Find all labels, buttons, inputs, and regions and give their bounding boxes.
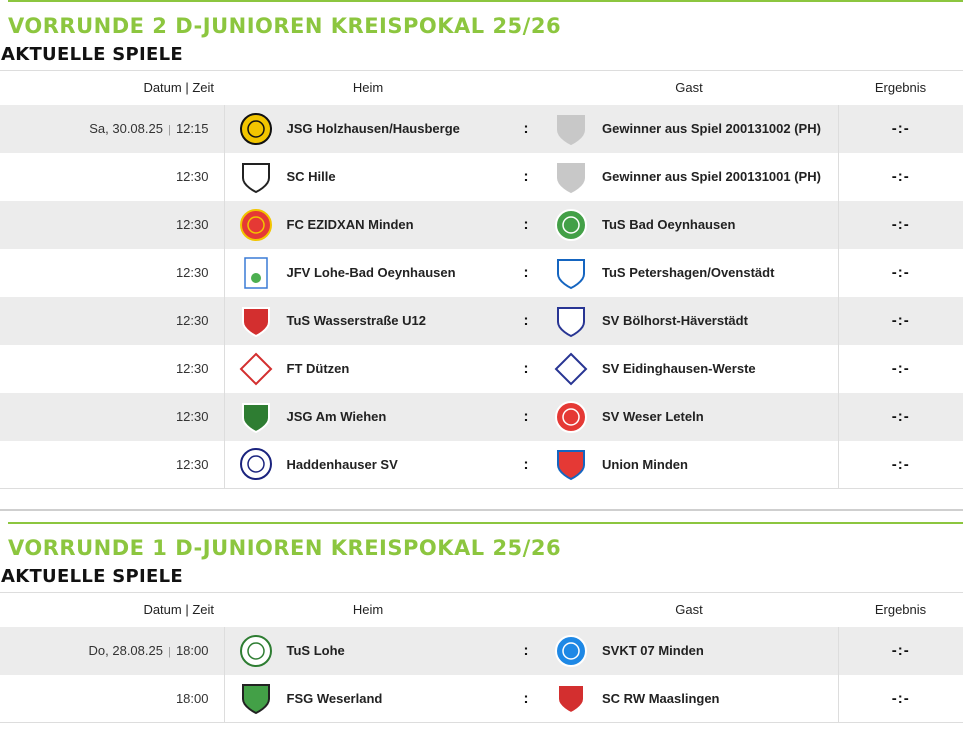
home-team-name[interactable]: SC Hille bbox=[286, 169, 336, 184]
section-subtitle: AKTUELLE SPIELE bbox=[1, 566, 183, 587]
guest-team-name[interactable]: Union Minden bbox=[602, 456, 688, 472]
game-time: 12:15 bbox=[175, 121, 209, 136]
result-cell[interactable]: -:- bbox=[838, 153, 963, 201]
versus-separator: : bbox=[523, 264, 529, 281]
versus-separator: : bbox=[523, 312, 529, 329]
yellow-crest-icon bbox=[239, 112, 273, 146]
home-team-name[interactable]: JSG Am Wiehen bbox=[286, 409, 387, 424]
header-result: Ergebnis bbox=[874, 602, 927, 618]
game-time: 12:30 bbox=[175, 217, 209, 232]
date-cell: Do, 28.08.25 | 18:00 bbox=[0, 627, 224, 675]
home-team-cell[interactable] bbox=[224, 441, 512, 489]
competition-section-2 bbox=[0, 509, 963, 723]
header-date: Datum | Zeit bbox=[143, 80, 214, 96]
game-time: 18:00 bbox=[175, 690, 209, 706]
guest-team-cell[interactable] bbox=[540, 201, 838, 249]
guest-team-cell[interactable] bbox=[540, 105, 838, 153]
game-time: 12:30 bbox=[175, 456, 209, 472]
competition-title: VORRUNDE 1 D-JUNIOREN KREISPOKAL 25/26 bbox=[8, 536, 562, 560]
game-date: Do, 28.08.25 bbox=[88, 643, 163, 658]
result-cell[interactable]: -:- bbox=[838, 393, 963, 441]
placeholder-shield-icon bbox=[554, 160, 588, 194]
home-team-cell[interactable] bbox=[224, 105, 512, 153]
blue-eagle-icon bbox=[554, 352, 588, 386]
versus-separator: : bbox=[523, 168, 529, 185]
versus-separator: : bbox=[523, 360, 529, 377]
header-home: Heim bbox=[352, 80, 384, 96]
game-row[interactable] bbox=[0, 249, 963, 297]
result-cell[interactable]: -:- bbox=[838, 105, 963, 153]
date-cell: Sa, 30.08.25 | 12:15 bbox=[0, 105, 224, 153]
guest-team-name[interactable]: SV Bölhorst-Häverstädt bbox=[602, 313, 748, 328]
red-tus-crest-icon bbox=[239, 304, 273, 338]
date-cell bbox=[0, 345, 224, 393]
date-cell bbox=[0, 675, 224, 723]
home-team-cell[interactable] bbox=[224, 201, 512, 249]
versus-separator: : bbox=[523, 642, 529, 659]
game-row[interactable] bbox=[0, 345, 963, 393]
table-header bbox=[0, 593, 963, 627]
date-cell bbox=[0, 153, 224, 201]
blue-v-shield-icon bbox=[554, 304, 588, 338]
game-row[interactable] bbox=[0, 153, 963, 201]
red-sun-crest-icon bbox=[239, 208, 273, 242]
guest-team-cell[interactable] bbox=[540, 627, 838, 675]
home-team-cell[interactable] bbox=[224, 297, 512, 345]
competition-title: VORRUNDE 2 D-JUNIOREN KREISPOKAL 25/26 bbox=[8, 14, 562, 38]
green-shield-icon bbox=[239, 400, 273, 434]
ft-diamond-icon bbox=[239, 352, 273, 386]
guest-team-name[interactable]: SV Weser Leteln bbox=[602, 409, 704, 424]
navy-round-crest-icon bbox=[239, 447, 273, 481]
game-time: 12:30 bbox=[175, 265, 209, 280]
game-row[interactable] bbox=[0, 393, 963, 441]
home-team-cell[interactable] bbox=[224, 153, 512, 201]
result-cell[interactable]: -:- bbox=[838, 345, 963, 393]
home-team-name[interactable]: TuS Wasserstraße U12 bbox=[286, 313, 426, 328]
versus-separator: : bbox=[523, 689, 529, 707]
date-cell bbox=[0, 297, 224, 345]
date-cell bbox=[0, 201, 224, 249]
home-team-cell[interactable] bbox=[224, 627, 512, 675]
game-time: 12:30 bbox=[175, 313, 209, 328]
header-guest: Gast bbox=[675, 602, 703, 618]
home-team-name[interactable]: FSG Weserland bbox=[286, 690, 383, 706]
guest-team-name[interactable]: Gewinner aus Spiel 200131002 (PH) bbox=[602, 121, 821, 136]
header-result: Ergebnis bbox=[874, 80, 927, 96]
guest-team-cell[interactable] bbox=[540, 249, 838, 297]
date-cell bbox=[0, 393, 224, 441]
date-cell bbox=[0, 441, 224, 489]
home-team-name[interactable]: Haddenhauser SV bbox=[286, 456, 398, 472]
game-time: 12:30 bbox=[175, 409, 209, 424]
guest-team-cell[interactable] bbox=[540, 297, 838, 345]
guest-team-cell[interactable] bbox=[540, 345, 838, 393]
result-cell[interactable]: -:- bbox=[838, 675, 963, 723]
game-row[interactable] bbox=[0, 441, 963, 489]
green-wave-shield-icon bbox=[239, 681, 273, 715]
games-table bbox=[0, 70, 963, 489]
result-cell[interactable]: -:- bbox=[838, 297, 963, 345]
versus-separator: : bbox=[523, 216, 529, 233]
game-time: 12:30 bbox=[175, 361, 209, 376]
home-team-cell[interactable] bbox=[224, 345, 512, 393]
guest-team-cell[interactable] bbox=[540, 441, 838, 489]
game-row[interactable] bbox=[0, 627, 963, 675]
result-cell[interactable]: -:- bbox=[838, 627, 963, 675]
red-ssv-crest-icon bbox=[554, 400, 588, 434]
section-subtitle: AKTUELLE SPIELE bbox=[1, 44, 183, 65]
blue-07-crest-icon bbox=[554, 634, 588, 668]
game-row[interactable] bbox=[0, 201, 963, 249]
home-team-cell[interactable] bbox=[224, 249, 512, 297]
result-cell[interactable]: -:- bbox=[838, 441, 963, 489]
hille-crest-icon bbox=[239, 160, 273, 194]
game-row[interactable] bbox=[0, 297, 963, 345]
result-cell[interactable]: -:- bbox=[838, 201, 963, 249]
blue-shield-icon bbox=[554, 256, 588, 290]
versus-separator: : bbox=[523, 120, 529, 137]
header-guest: Gast bbox=[675, 80, 703, 96]
union-shield-icon bbox=[554, 447, 588, 481]
jfv-crest-icon bbox=[239, 256, 273, 290]
guest-team-name[interactable]: Gewinner aus Spiel 200131001 (PH) bbox=[602, 169, 821, 184]
game-date: Sa, 30.08.25 bbox=[89, 121, 163, 136]
result-cell[interactable]: -:- bbox=[838, 249, 963, 297]
placeholder-shield-icon bbox=[554, 112, 588, 146]
table-header bbox=[0, 71, 963, 105]
header-home: Heim bbox=[352, 602, 384, 618]
game-row[interactable] bbox=[0, 675, 963, 723]
red-shield-icon bbox=[554, 681, 588, 715]
guest-team-name[interactable]: TuS Bad Oeynhausen bbox=[602, 217, 736, 232]
home-team-name[interactable]: TuS Lohe bbox=[286, 643, 345, 658]
home-team-name[interactable]: JFV Lohe-Bad Oeynhausen bbox=[286, 265, 456, 280]
guest-team-cell[interactable] bbox=[540, 393, 838, 441]
home-team-cell[interactable] bbox=[224, 675, 512, 723]
home-team-cell[interactable] bbox=[224, 393, 512, 441]
games-table bbox=[0, 592, 963, 723]
game-time: 18:00 bbox=[175, 643, 209, 658]
date-cell bbox=[0, 249, 224, 297]
game-time: 12:30 bbox=[175, 169, 209, 184]
guest-team-name[interactable]: SC RW Maaslingen bbox=[602, 690, 720, 706]
guest-team-name[interactable]: SV Eidinghausen-Werste bbox=[602, 361, 756, 376]
guest-team-cell[interactable] bbox=[540, 675, 838, 723]
green-round-crest-icon bbox=[239, 634, 273, 668]
game-row[interactable] bbox=[0, 105, 963, 153]
green-crest-icon bbox=[554, 208, 588, 242]
versus-separator: : bbox=[523, 455, 529, 473]
home-team-name[interactable]: FT Dützen bbox=[286, 361, 350, 376]
guest-team-cell[interactable] bbox=[540, 153, 838, 201]
home-team-name[interactable]: FC EZIDXAN Minden bbox=[286, 217, 414, 232]
guest-team-name[interactable]: SVKT 07 Minden bbox=[602, 643, 704, 658]
home-team-name[interactable]: JSG Holzhausen/Hausberge bbox=[286, 121, 460, 136]
guest-team-name[interactable]: TuS Petershagen/Ovenstädt bbox=[602, 265, 775, 280]
versus-separator: : bbox=[523, 408, 529, 425]
header-date: Datum | Zeit bbox=[143, 602, 214, 618]
